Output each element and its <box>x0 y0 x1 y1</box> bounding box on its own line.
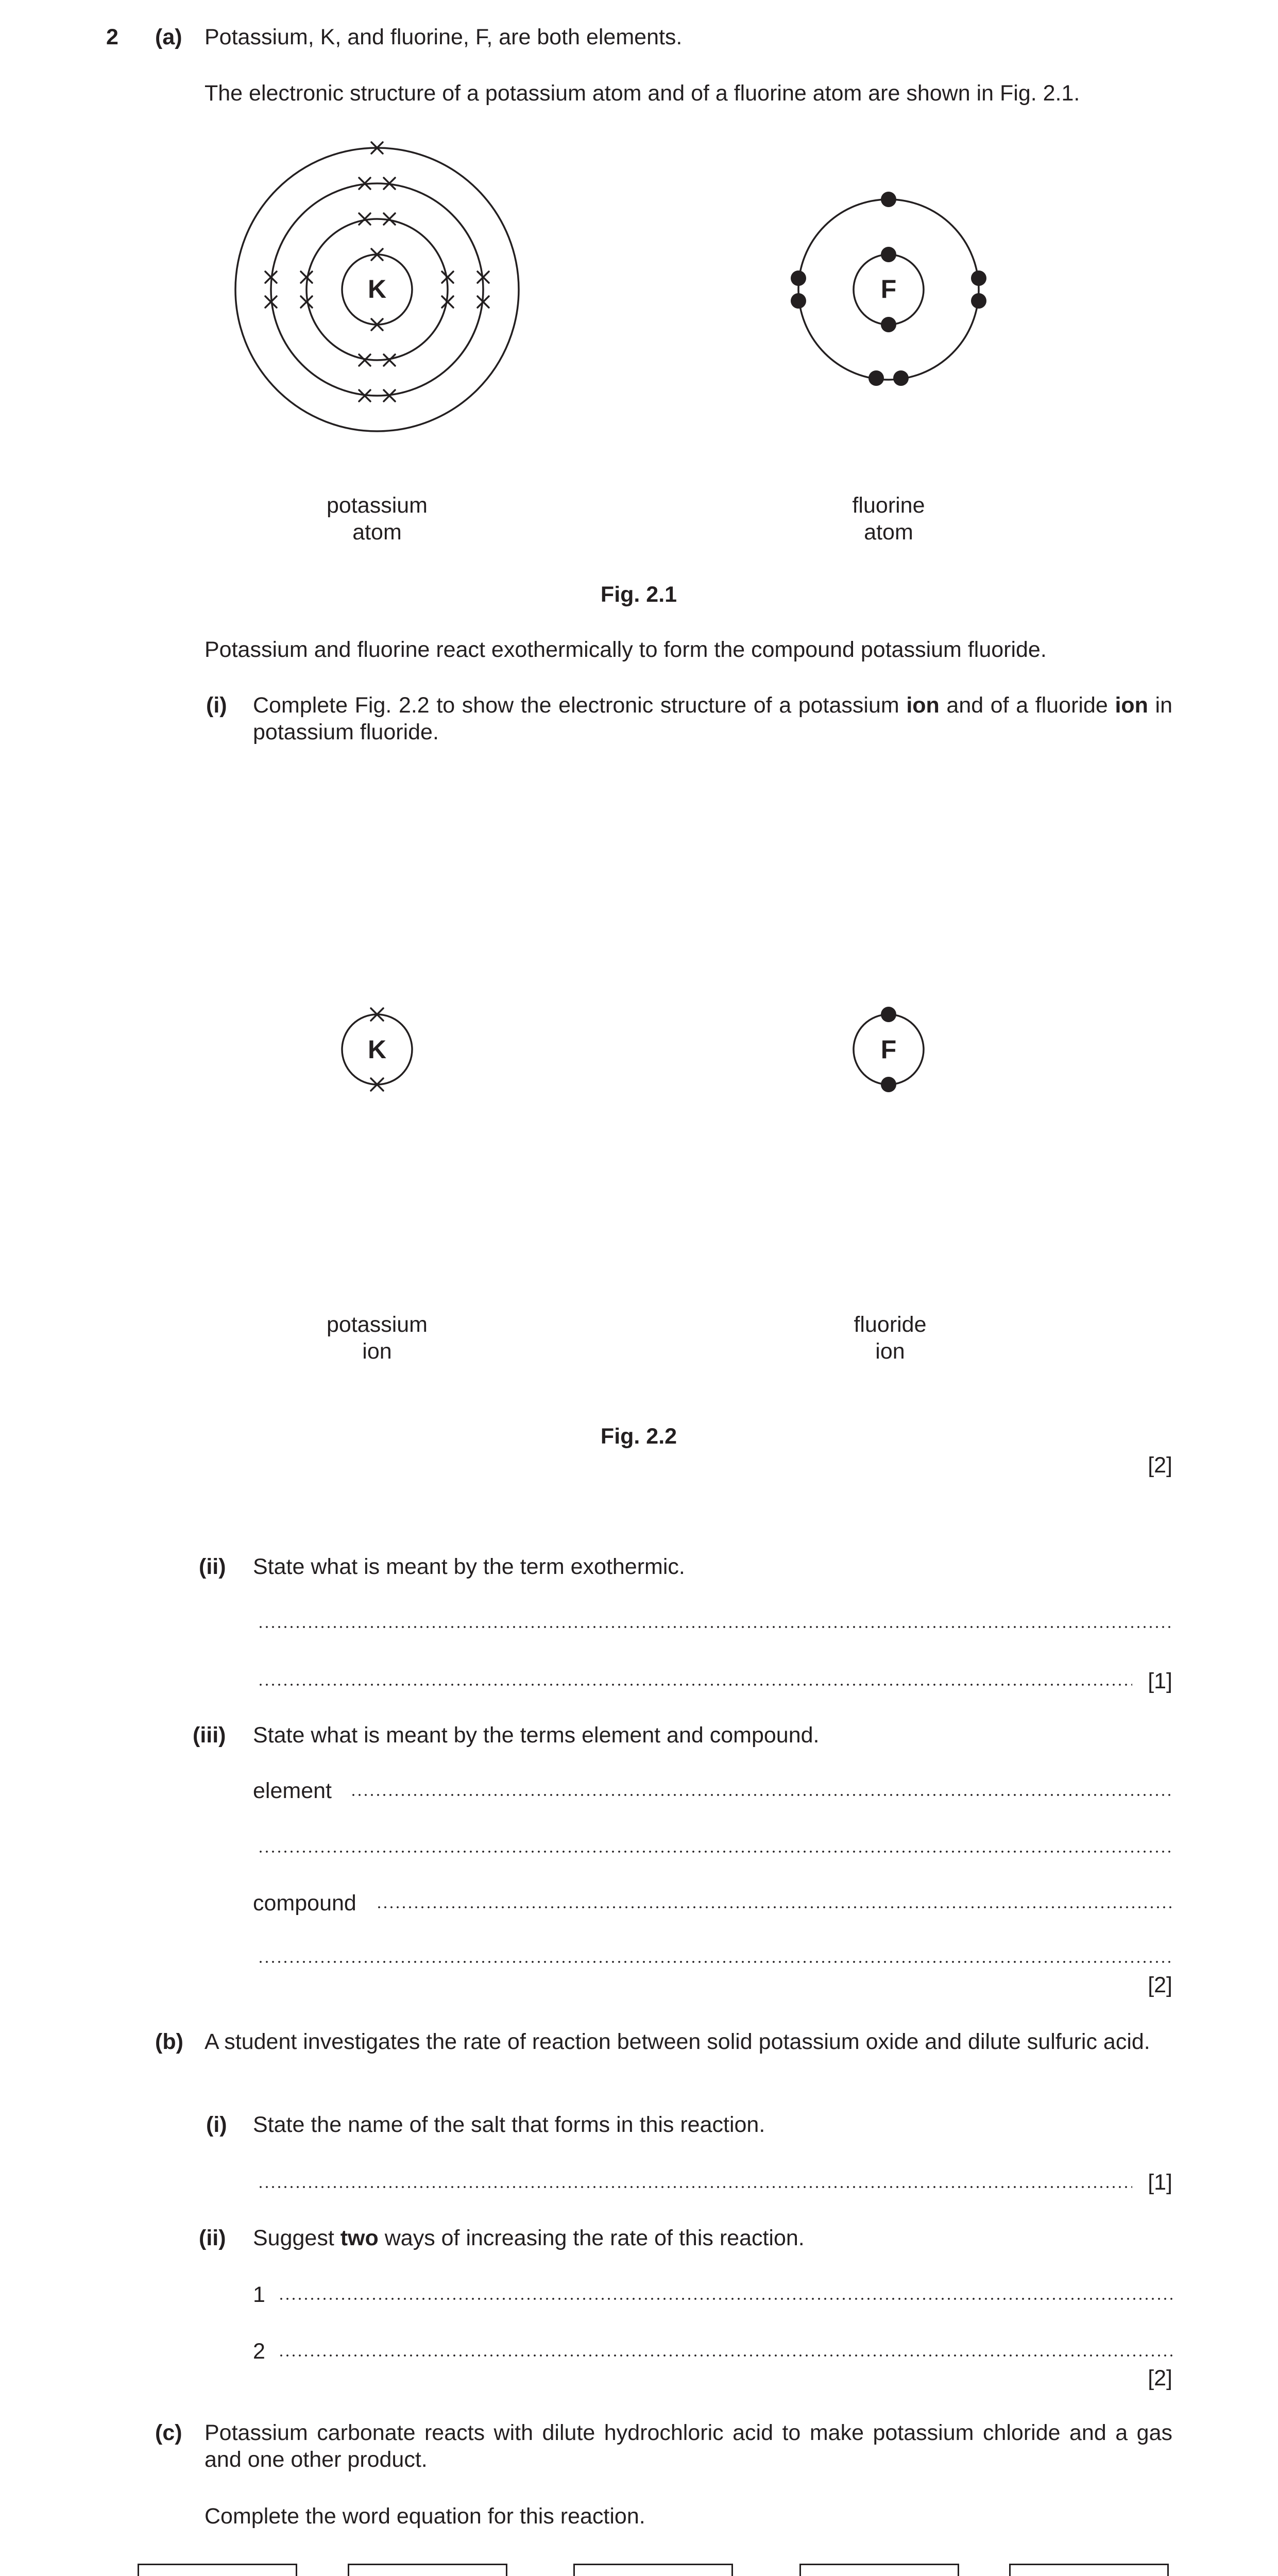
answer-line-rate-1[interactable] <box>278 2297 1172 2300</box>
potassium-atom-label <box>274 492 480 546</box>
part-b-ii-text <box>253 2225 805 2251</box>
answer-line-rate-2[interactable] <box>278 2354 1172 2357</box>
part-b-ii-bold: two <box>340 2226 379 2250</box>
potassium-ion-label <box>274 1311 480 1365</box>
part-a-iii-marks: [2] <box>1148 1973 1172 1997</box>
part-c-label: (c) <box>155 2420 182 2445</box>
part-a-label: (a) <box>155 25 182 49</box>
part-a-i-bold-2: ion <box>1115 693 1148 718</box>
react-text: Potassium and fluorine react exothermically to form the compound potassium fluoride. <box>205 637 1047 662</box>
fluorine-atom-label-line2: atom <box>864 520 913 545</box>
part-a-ii-marks: [1] <box>1148 1669 1172 1693</box>
fluorine-atom-label-line1: fluorine <box>852 493 925 518</box>
part-b-label: (b) <box>155 2029 183 2054</box>
part-b-ii-label: (ii) <box>199 2226 226 2250</box>
equation-answer-box-1[interactable] <box>799 2564 959 2576</box>
part-a-i-text-2: and of a fluoride <box>939 693 1108 718</box>
answer-number-1: 1 <box>253 2282 265 2307</box>
part-a-i-text-1: Complete Fig. 2.2 to show the electronic structure of a potassium <box>253 693 907 718</box>
fluoride-ion-label-line2: ion <box>875 1339 905 1364</box>
part-b-i-label: (i) <box>206 2112 227 2137</box>
fluorine-atom-diagram <box>731 134 1041 443</box>
fluoride-ion-symbol: F <box>880 1035 897 1064</box>
part-a-i-text-3: in potassium fluoride. <box>253 693 1173 745</box>
answer-line-compound-2[interactable] <box>258 1960 1172 1963</box>
element-label: element <box>253 1778 332 1803</box>
compound-label: compound <box>253 1891 356 1916</box>
equation-box-hydrochloric-acid <box>348 2564 507 2576</box>
equation-box-potassium-carbonate <box>138 2564 297 2576</box>
part-a-ii-text: State what is meant by the term exothermic. <box>253 1554 685 1579</box>
answer-line-salt[interactable] <box>258 2185 1132 2189</box>
fig2-caption: Fig. 2.2 <box>600 1424 677 1449</box>
potassium-ion-label-line1: potassium <box>327 1312 428 1337</box>
fig1-intro: The electronic structure of a potassium atom and of a fluorine atom are shown in Fig. 2.1. <box>205 81 1080 106</box>
part-b-ii-marks: [2] <box>1148 2366 1172 2391</box>
part-a-iii-label: (iii) <box>193 1723 226 1748</box>
fig2-marks: [2] <box>1148 1453 1172 1478</box>
part-a-ii-label: (ii) <box>199 1554 226 1579</box>
part-b-ii-text-2: ways of increasing the rate of this reaction. <box>378 2226 805 2250</box>
part-b-i-text: State the name of the salt that forms in this reaction. <box>253 2112 765 2137</box>
answer-line-compound-1[interactable] <box>376 1906 1172 1909</box>
part-a-i-text <box>253 692 1172 746</box>
fluoride-ion-label <box>787 1311 993 1365</box>
potassium-atom-label-line1: potassium <box>327 493 428 518</box>
answer-number-2: 2 <box>253 2339 265 2364</box>
potassium-ion-symbol: K <box>367 1035 387 1064</box>
part-a-i-label: (i) <box>206 693 227 718</box>
potassium-symbol: K <box>367 275 387 303</box>
answer-line-exothermic-1[interactable] <box>258 1625 1172 1629</box>
part-a-intro: Potassium, K, and fluorine, F, are both elements. <box>205 25 683 49</box>
part-a-iii-text: State what is meant by the terms element and compound. <box>253 1723 820 1748</box>
potassium-ion-label-line2: ion <box>362 1339 392 1364</box>
fluoride-ion-label-line1: fluoride <box>854 1312 927 1337</box>
part-b-text: A student investigates the rate of reaction between solid potassium oxide and dilute sulfuric acid. <box>205 2029 1150 2054</box>
answer-line-element-1[interactable] <box>350 1793 1172 1797</box>
fluorine-atom-label <box>786 492 992 546</box>
fluoride-ion-diagram <box>837 999 940 1103</box>
part-b-ii-text-1: Suggest <box>253 2226 340 2250</box>
equation-box-potassium-chloride <box>573 2564 733 2576</box>
part-a-i-bold-1: ion <box>906 693 940 718</box>
answer-line-exothermic-2[interactable] <box>258 1683 1132 1686</box>
potassium-ion-diagram <box>326 999 429 1103</box>
fluorine-symbol: F <box>880 275 897 303</box>
fig1-caption: Fig. 2.1 <box>600 582 677 607</box>
part-b-i-marks: [1] <box>1148 2170 1172 2195</box>
equation-answer-box-2[interactable] <box>1009 2564 1169 2576</box>
question-number: 2 <box>106 25 118 49</box>
part-c-instruction: Complete the word equation for this reaction. <box>205 2504 645 2529</box>
answer-line-element-2[interactable] <box>258 1850 1172 1853</box>
potassium-atom-label-line2: atom <box>352 520 402 545</box>
part-c-text: Potassium carbonate reacts with dilute hydrochloric acid to make potassium chloride and a gas and one other product. <box>205 2420 1172 2472</box>
potassium-atom-diagram <box>227 134 536 443</box>
